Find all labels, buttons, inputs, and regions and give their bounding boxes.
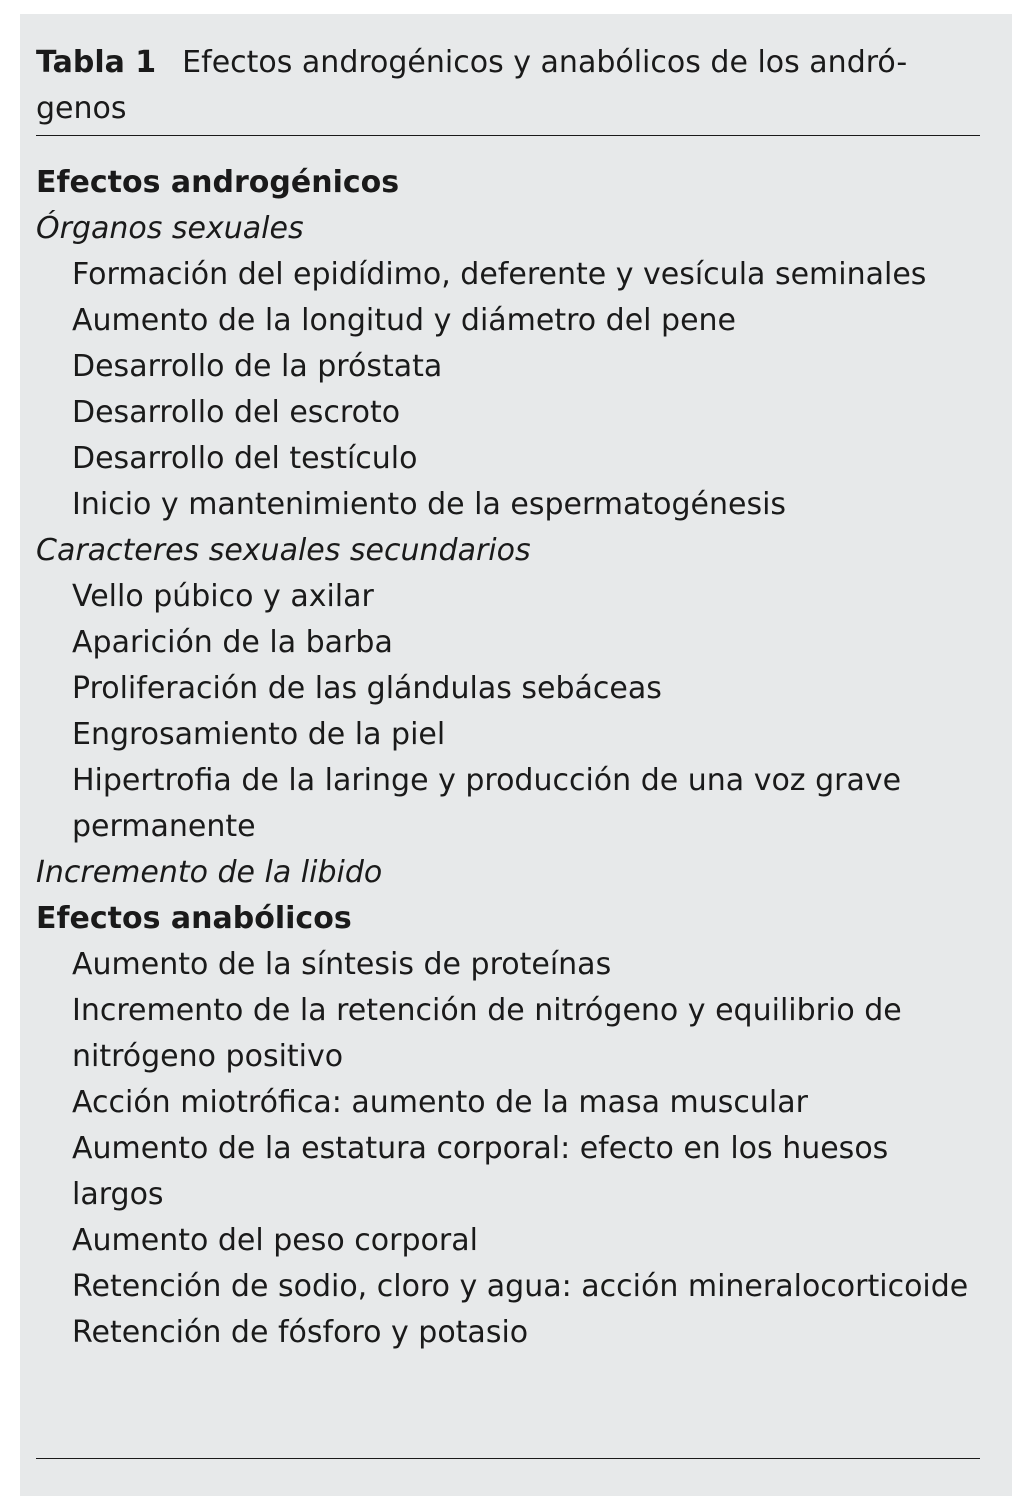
list-item: Aparición de la barba	[72, 625, 393, 660]
subheading-libido: Incremento de la libido	[36, 855, 383, 890]
list-item: Acción miotrófica: aumento de la masa muscular	[72, 1085, 808, 1120]
list-item: Proliferación de las glándulas sebáceas	[72, 671, 662, 706]
list-item: Desarrollo del testículo	[72, 441, 418, 476]
top-rule	[36, 135, 980, 136]
list-item: Aumento de la longitud y diámetro del pene	[72, 303, 737, 338]
list-item: Retención de sodio, cloro y agua: acción mineralocorticoide	[72, 1269, 969, 1304]
list-item: Aumento de la estatura corporal: efecto en los huesos largos	[72, 1131, 889, 1212]
list-item: Hipertrofia de la laringe y producción de una voz grave permanente	[72, 763, 902, 844]
section-heading-anabolic: Efectos anabólicos	[36, 901, 352, 936]
table-caption	[36, 40, 964, 132]
list-item: Desarrollo del escroto	[72, 395, 401, 430]
table-body	[36, 160, 980, 1356]
list-item: Aumento de la síntesis de proteínas	[72, 947, 612, 982]
table-label: Tabla 1	[36, 45, 157, 80]
subheading-organos-sexuales: Órganos sexuales	[36, 211, 304, 246]
table-title: Efectos androgénicos y anabólicos de los andró-genos	[36, 45, 908, 126]
list-item: Incremento de la retención de nitrógeno y equilibrio de nitrógeno positivo	[72, 993, 902, 1074]
bottom-rule	[36, 1458, 980, 1459]
list-item: Inicio y mantenimiento de la espermatogénesis	[72, 487, 787, 522]
list-item: Retención de fósforo y potasio	[72, 1315, 529, 1350]
list-item: Formación del epidídimo, deferente y vesícula seminales	[72, 257, 927, 292]
list-item: Engrosamiento de la piel	[72, 717, 446, 752]
list-item: Desarrollo de la próstata	[72, 349, 443, 384]
list-item: Vello púbico y axilar	[72, 579, 374, 614]
list-item: Aumento del peso corporal	[72, 1223, 478, 1258]
section-heading-androgenic: Efectos androgénicos	[36, 165, 400, 200]
subheading-caracteres-secundarios: Caracteres sexuales secundarios	[36, 533, 531, 568]
